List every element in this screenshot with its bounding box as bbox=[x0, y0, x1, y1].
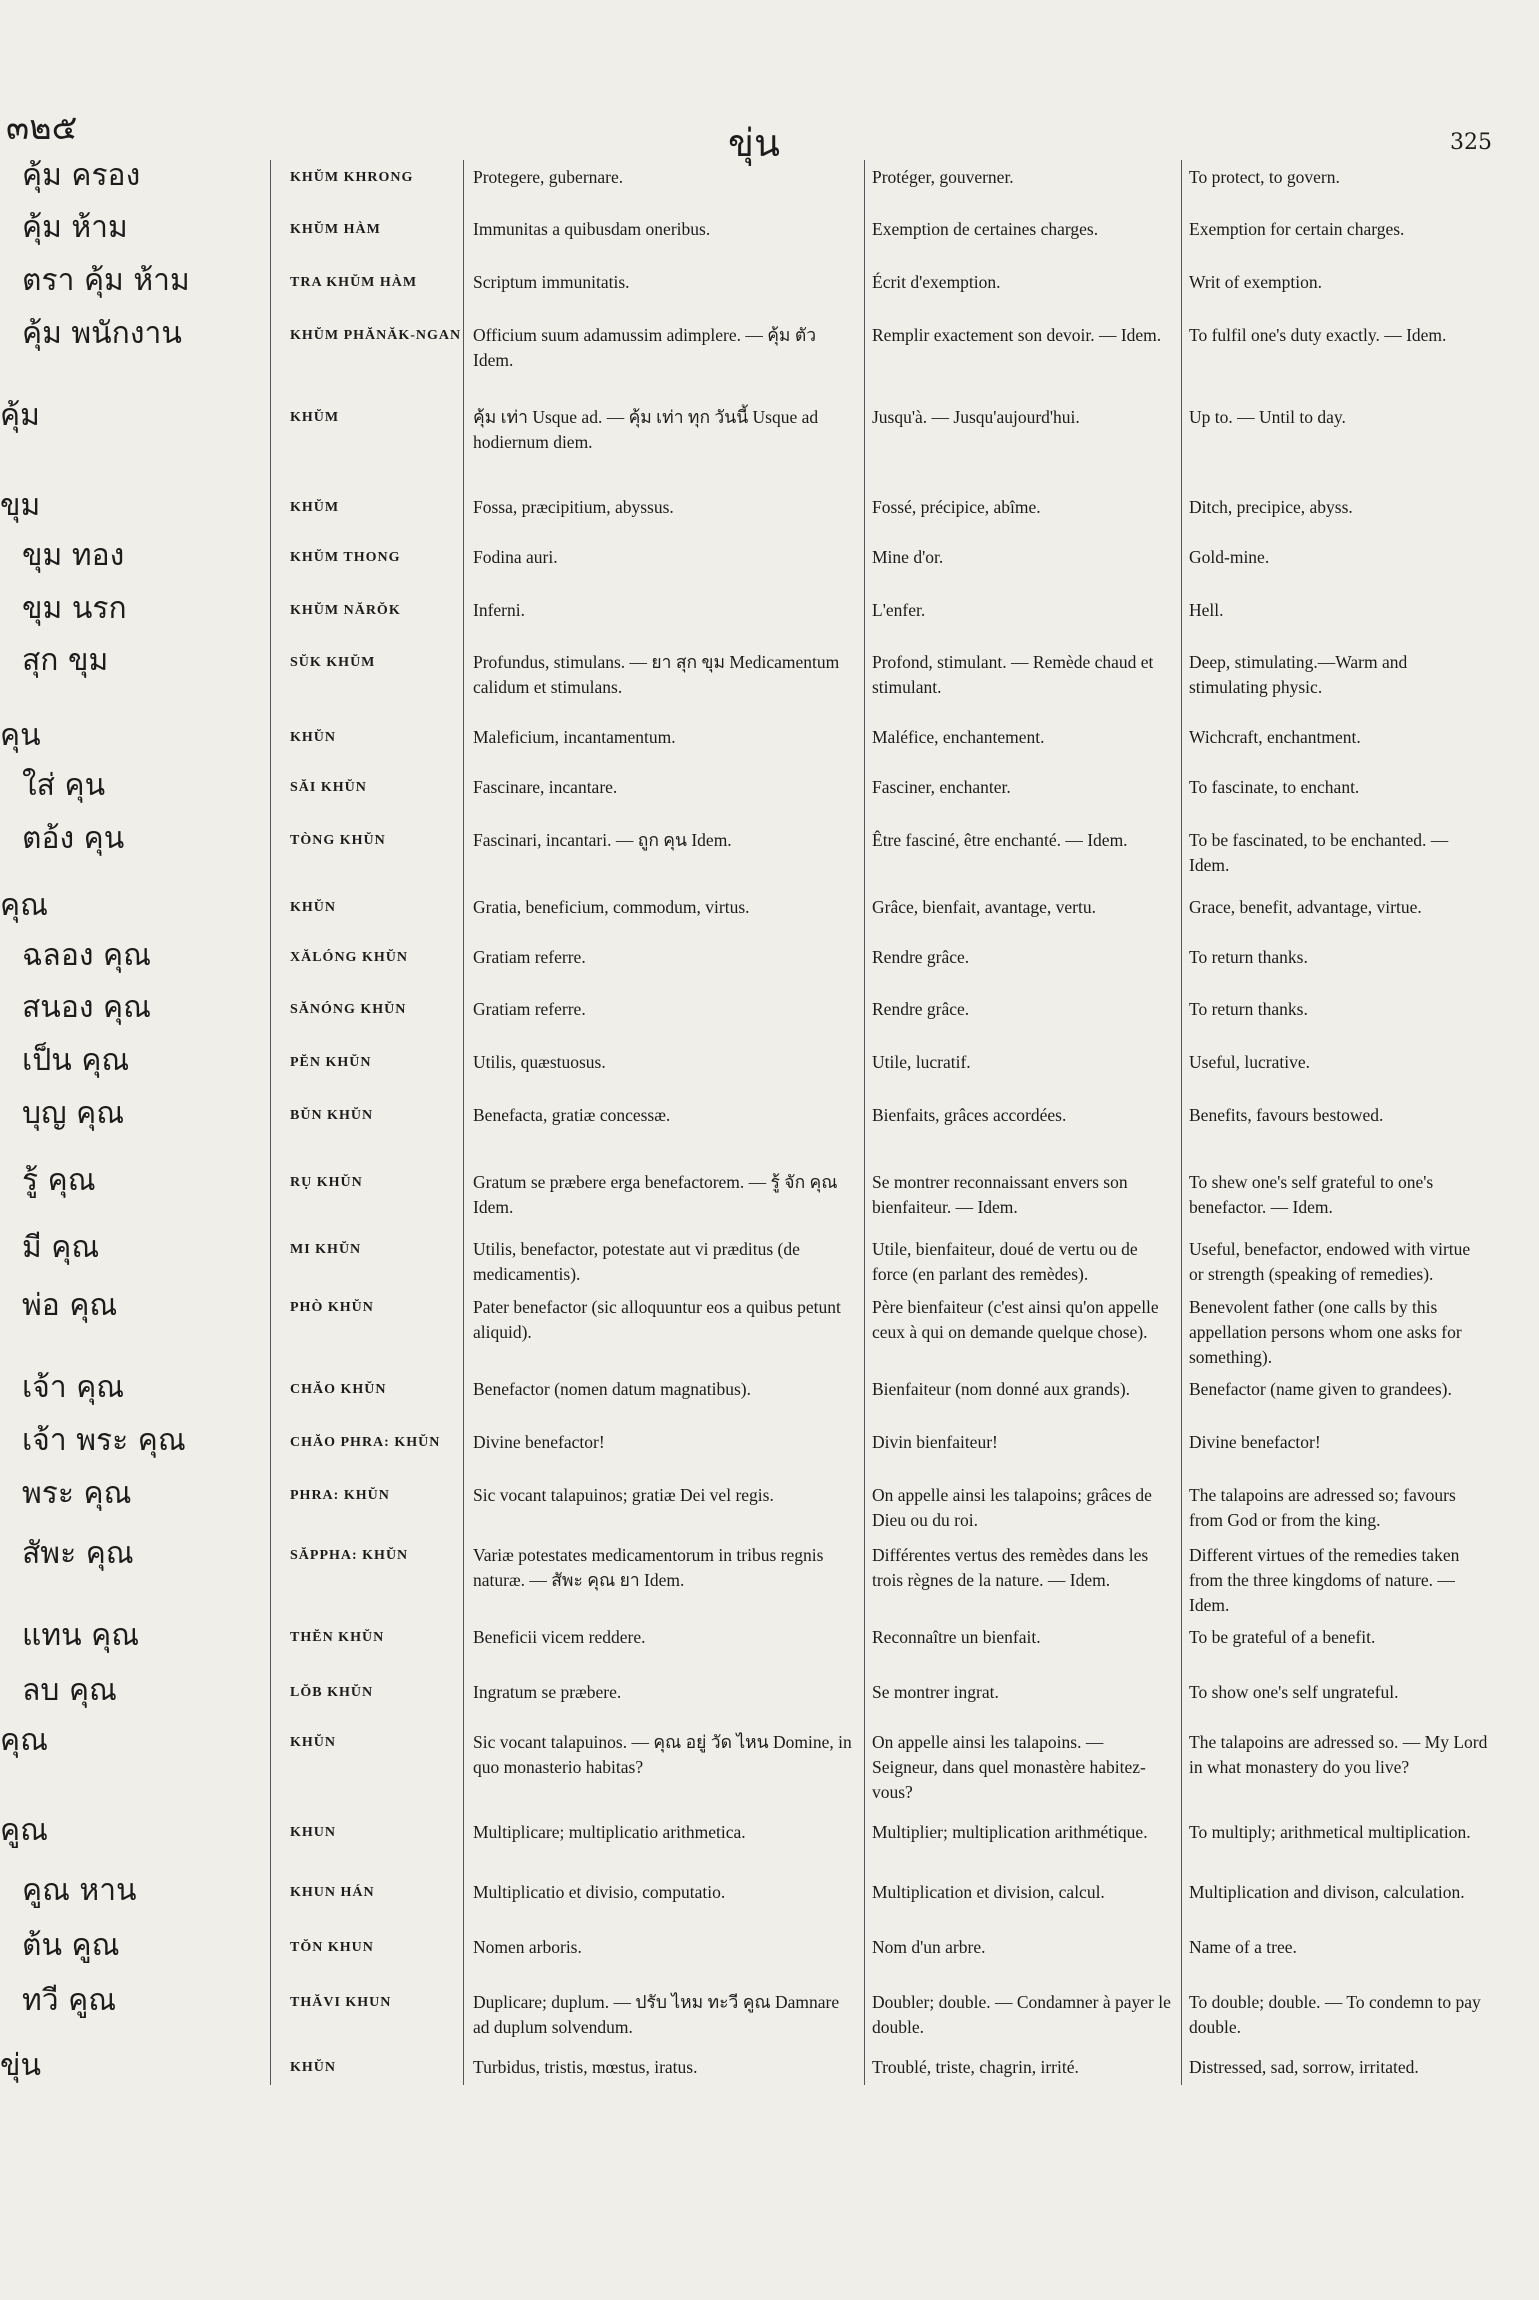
entry-english: The talapoins are adressed so. — My Lord in what monastery do you live? bbox=[1189, 1732, 1488, 1777]
entry-thai-word: คูณ หาน bbox=[22, 1873, 137, 1908]
entry-romanization: TŎN KHUN bbox=[290, 1940, 374, 1955]
entry-latin: Gratiam referre. bbox=[473, 947, 586, 967]
entry-french: Multiplication et division, calcul. bbox=[872, 1882, 1105, 1902]
entry-english: Writ of exemption. bbox=[1189, 272, 1322, 292]
entry-english: To fascinate, to enchant. bbox=[1189, 777, 1360, 797]
entry-latin: Divine benefactor! bbox=[473, 1432, 605, 1452]
entry-french: Bienfaiteur (nom donné aux grands). bbox=[872, 1379, 1131, 1399]
entry-romanization: SĂPPHA: KHŬN bbox=[290, 1548, 409, 1563]
entry-romanization: KHŬN bbox=[290, 2060, 336, 2075]
entry-french: Bienfaits, grâces accordées. bbox=[872, 1105, 1067, 1125]
entry-english: Useful, lucrative. bbox=[1189, 1052, 1310, 1072]
entry-french: Fossé, précipice, abîme. bbox=[872, 497, 1041, 517]
page-number: 325 bbox=[1450, 130, 1492, 155]
entry-thai-word: มี คุณ bbox=[22, 1230, 100, 1265]
entry-romanization: THĂVI KHUN bbox=[290, 1995, 392, 2010]
entry-english: To show one's self ungrateful. bbox=[1189, 1682, 1399, 1702]
page-number-thai: ๓๒๕ bbox=[6, 108, 78, 148]
entry-romanization: KHŬM THONG bbox=[290, 550, 401, 565]
column-rule bbox=[270, 160, 271, 2085]
entry-thai-word: เป็น คุณ bbox=[22, 1043, 130, 1078]
entry-english: Different virtues of the remedies taken from the three kingdoms of nature. — Idem. bbox=[1189, 1545, 1460, 1615]
entry-english: Divine benefactor! bbox=[1189, 1432, 1321, 1452]
entry-english: Ditch, precipice, abyss. bbox=[1189, 497, 1353, 517]
entry-romanization: PĔN KHŬN bbox=[290, 1055, 372, 1070]
entry-english: To shew one's self grateful to one's benefactor. — Idem. bbox=[1189, 1172, 1434, 1217]
entry-romanization: SŬK KHŬM bbox=[290, 655, 376, 670]
entry-french: Fasciner, enchanter. bbox=[872, 777, 1011, 797]
entry-thai-word: ตรา คุ้ม ห้าม bbox=[22, 263, 190, 298]
entry-romanization: KHŬN bbox=[290, 730, 336, 745]
entry-thai-word: คุ้ม bbox=[0, 398, 40, 433]
entry-latin: Gratum se præbere erga benefactorem. — รู้ จัก คุณ Idem. bbox=[473, 1172, 838, 1217]
entry-french: Multiplier; multiplication arithmétique. bbox=[872, 1822, 1148, 1842]
entry-latin: Duplicare; duplum. — ปรับ ไหม ทะวี คูณ Damnare ad duplum solvendum. bbox=[473, 1992, 840, 2037]
running-head-word: ขุ่น bbox=[728, 121, 780, 165]
entry-romanization: CHĂO KHŬN bbox=[290, 1382, 387, 1397]
entry-romanization: TRA KHŬM HÀM bbox=[290, 275, 418, 290]
entry-french: Rendre grâce. bbox=[872, 947, 970, 967]
entry-french: Jusqu'à. — Jusqu'aujourd'hui. bbox=[872, 407, 1080, 427]
entry-english: To be grateful of a benefit. bbox=[1189, 1627, 1376, 1647]
entry-thai-word: คูณ bbox=[0, 1813, 48, 1848]
entry-thai-word: สุก ขุม bbox=[22, 643, 109, 678]
entry-thai-word: ทวี คูณ bbox=[22, 1983, 117, 2018]
entry-thai-word: เจ้า พระ คุณ bbox=[22, 1423, 186, 1458]
entry-french: Remplir exactement son devoir. — Idem. bbox=[872, 325, 1162, 345]
entry-romanization: KHŬM NĂRŎK bbox=[290, 603, 401, 618]
entry-thai-word: คุ้ม ห้าม bbox=[22, 210, 128, 245]
entry-latin: Sic vocant talapuinos. — คุณ อยู่ วัด ไหน Domine, in quo monasterio habitas? bbox=[473, 1732, 852, 1777]
entry-latin: Gratia, beneficium, commodum, virtus. bbox=[473, 897, 750, 917]
entry-romanization: XĂLÓNG KHŬN bbox=[290, 950, 408, 965]
entry-thai-word: คุณ bbox=[0, 1723, 48, 1758]
entry-latin: Beneficii vicem reddere. bbox=[473, 1627, 646, 1647]
column-rule bbox=[864, 160, 865, 2085]
entry-latin: Officium suum adamussim adimplere. — คุ้ม ตัว Idem. bbox=[473, 325, 817, 370]
entry-thai-word: ฉลอง คุณ bbox=[22, 938, 151, 973]
entry-english: Benefactor (name given to grandees). bbox=[1189, 1379, 1452, 1399]
entry-english: Up to. — Until to day. bbox=[1189, 407, 1346, 427]
entry-thai-word: ลบ คุณ bbox=[22, 1673, 117, 1708]
entry-english: Wichcraft, enchantment. bbox=[1189, 727, 1361, 747]
entry-french: Reconnaître un bienfait. bbox=[872, 1627, 1041, 1647]
entry-english: To protect, to govern. bbox=[1189, 167, 1340, 187]
entry-english: To double; double. — To condemn to pay double. bbox=[1189, 1992, 1481, 2037]
entry-english: To be fascinated, to be enchanted. — Idem. bbox=[1189, 830, 1449, 875]
entry-french: Doubler; double. — Condamner à payer le double. bbox=[872, 1992, 1171, 2037]
entry-english: Name of a tree. bbox=[1189, 1937, 1297, 1957]
entry-english: To multiply; arithmetical multiplication. bbox=[1189, 1822, 1471, 1842]
entry-thai-word: คุ้ม พนักงาน bbox=[22, 316, 182, 351]
entry-romanization: SĂI KHŬN bbox=[290, 780, 367, 795]
entry-french: Protéger, gouverner. bbox=[872, 167, 1014, 187]
entry-latin: Fascinare, incantare. bbox=[473, 777, 618, 797]
entry-french: Grâce, bienfait, avantage, vertu. bbox=[872, 897, 1096, 917]
entry-latin: Fodina auri. bbox=[473, 547, 558, 567]
entry-english: Benefits, favours bestowed. bbox=[1189, 1105, 1384, 1125]
entry-latin: Scriptum immunitatis. bbox=[473, 272, 630, 292]
entry-french: Se montrer ingrat. bbox=[872, 1682, 999, 1702]
entry-romanization: SĂNÓNG KHŬN bbox=[290, 1002, 407, 1017]
entry-thai-word: สนอง คุณ bbox=[22, 990, 151, 1025]
entry-latin: Protegere, gubernare. bbox=[473, 167, 624, 187]
entry-thai-word: แทน คุณ bbox=[22, 1618, 140, 1653]
entry-french: Utile, bienfaiteur, doué de vertu ou de force (en parlant des remèdes). bbox=[872, 1239, 1138, 1284]
entry-french: Profond, stimulant. — Remède chaud et stimulant. bbox=[872, 652, 1154, 697]
entry-latin: Variæ potestates medicamentorum in tribus regnis naturæ. — สัพะ คุณ ยา Idem. bbox=[473, 1545, 824, 1590]
entry-romanization: KHUN bbox=[290, 1825, 336, 1840]
entry-latin: Profundus, stimulans. — ยา สุก ขุม Medicamentum calidum et stimulans. bbox=[473, 652, 840, 697]
entry-thai-word: พ่อ คุณ bbox=[22, 1288, 118, 1323]
entry-thai-word: เจ้า คุณ bbox=[22, 1370, 125, 1405]
entry-french: Se montrer reconnaissant envers son bienfaiteur. — Idem. bbox=[872, 1172, 1128, 1217]
entry-latin: คุ้ม เท่า Usque ad. — คุ้ม เท่า ทุก วันนี้ Usque ad hodiernum diem. bbox=[473, 407, 819, 452]
entry-latin: Sic vocant talapuinos; gratiæ Dei vel regis. bbox=[473, 1485, 774, 1505]
entry-english: Exemption for certain charges. bbox=[1189, 219, 1405, 239]
entry-thai-word: คุน bbox=[0, 718, 41, 753]
entry-romanization: KHŬM bbox=[290, 410, 340, 425]
entry-french: Divin bienfaiteur! bbox=[872, 1432, 998, 1452]
entry-romanization: MI KHŬN bbox=[290, 1242, 362, 1257]
entry-thai-word: ขุม ทอง bbox=[22, 538, 125, 573]
entry-latin: Benefacta, gratiæ concessæ. bbox=[473, 1105, 671, 1125]
entry-latin: Ingratum se præbere. bbox=[473, 1682, 622, 1702]
entry-latin: Utilis, quæstuosus. bbox=[473, 1052, 606, 1072]
entry-latin: Maleficium, incantamentum. bbox=[473, 727, 676, 747]
column-rule bbox=[1181, 160, 1182, 2085]
entry-latin: Turbidus, tristis, mœstus, iratus. bbox=[473, 2057, 698, 2077]
entry-french: L'enfer. bbox=[872, 600, 926, 620]
entry-romanization: BŬN KHŬN bbox=[290, 1108, 374, 1123]
entry-french: Rendre grâce. bbox=[872, 999, 970, 1019]
entry-latin: Multiplicare; multiplicatio arithmetica. bbox=[473, 1822, 746, 1842]
entry-thai-word: พระ คุณ bbox=[22, 1476, 132, 1511]
entry-latin: Nomen arboris. bbox=[473, 1937, 582, 1957]
entry-latin: Immunitas a quibusdam oneribus. bbox=[473, 219, 711, 239]
entry-english: Gold-mine. bbox=[1189, 547, 1270, 567]
entry-thai-word: รู้ คุณ bbox=[22, 1163, 96, 1198]
entry-latin: Fossa, præcipitium, abyssus. bbox=[473, 497, 674, 517]
entry-thai-word: สัพะ คุณ bbox=[22, 1536, 134, 1571]
entry-latin: Inferni. bbox=[473, 600, 525, 620]
entry-thai-word: ขุม นรก bbox=[22, 591, 127, 626]
entry-french: Nom d'un arbre. bbox=[872, 1937, 986, 1957]
entry-latin: Fascinari, incantari. — ถูก คุน Idem. bbox=[473, 830, 732, 850]
entry-thai-word: ใส่ คุน bbox=[22, 768, 106, 803]
column-rule bbox=[463, 160, 464, 2085]
entry-french: Utile, lucratif. bbox=[872, 1052, 971, 1072]
entry-thai-word: คุ้ม ครอง bbox=[22, 158, 141, 193]
entry-french: On appelle ainsi les talapoins; grâces de Dieu ou du roi. bbox=[872, 1485, 1152, 1530]
entry-romanization: RỤ KHŬN bbox=[290, 1175, 363, 1190]
entry-romanization: KHŬM bbox=[290, 500, 340, 515]
entry-romanization: LŎB KHŬN bbox=[290, 1685, 374, 1700]
entry-english: Deep, stimulating.—Warm and stimulating physic. bbox=[1189, 652, 1408, 697]
entry-french: Père bienfaiteur (c'est ainsi qu'on appelle ceux à qui on demande quelque chose). bbox=[872, 1297, 1159, 1342]
entry-english: Distressed, sad, sorrow, irritated. bbox=[1189, 2057, 1419, 2077]
entry-latin: Multiplicatio et divisio, computatio. bbox=[473, 1882, 726, 1902]
entry-thai-word: ต้น คูณ bbox=[22, 1928, 120, 1963]
entry-french: On appelle ainsi les talapoins. — Seigneur, dans quel monastère habitez-vous? bbox=[872, 1732, 1146, 1802]
entry-english: To return thanks. bbox=[1189, 947, 1308, 967]
entry-romanization: KHŬM HÀM bbox=[290, 222, 381, 237]
entry-latin: Gratiam referre. bbox=[473, 999, 586, 1019]
entry-romanization: CHĂO PHRA: KHŬN bbox=[290, 1435, 441, 1450]
entry-latin: Pater benefactor (sic alloquuntur eos a quibus petunt aliquid). bbox=[473, 1297, 841, 1342]
entry-english: To fulfil one's duty exactly. — Idem. bbox=[1189, 325, 1447, 345]
entry-english: Multiplication and divison, calculation. bbox=[1189, 1882, 1465, 1902]
entry-english: To return thanks. bbox=[1189, 999, 1308, 1019]
entry-thai-word: ขุ่น bbox=[0, 2048, 42, 2083]
entry-french: Troublé, triste, chagrin, irrité. bbox=[872, 2057, 1079, 2077]
entry-romanization: KHUN HÁN bbox=[290, 1885, 375, 1900]
entry-french: Exemption de certaines charges. bbox=[872, 219, 1099, 239]
entry-latin: Utilis, benefactor, potestate aut vi præditus (de medicamentis). bbox=[473, 1239, 800, 1284]
entry-english: Benevolent father (one calls by this appellation persons whom one asks for something). bbox=[1189, 1297, 1462, 1367]
entry-romanization: THĔN KHŬN bbox=[290, 1630, 385, 1645]
entry-romanization: PHÒ KHŬN bbox=[290, 1300, 374, 1315]
entry-romanization: TÒNG KHŬN bbox=[290, 833, 386, 848]
entry-french: Écrit d'exemption. bbox=[872, 272, 1001, 292]
entry-french: Différentes vertus des remèdes dans les trois règnes de la nature. — Idem. bbox=[872, 1545, 1149, 1590]
entry-romanization: PHRA: KHŬN bbox=[290, 1488, 390, 1503]
entry-english: Useful, benefactor, endowed with virtue or strength (speaking of remedies). bbox=[1189, 1239, 1471, 1284]
entry-thai-word: บุญ คุณ bbox=[22, 1096, 125, 1131]
entry-thai-word: ตอ้ง คุน bbox=[22, 821, 125, 856]
entry-french: Être fasciné, être enchanté. — Idem. bbox=[872, 830, 1128, 850]
entry-french: Maléfice, enchantement. bbox=[872, 727, 1045, 747]
entry-romanization: KHŬN bbox=[290, 900, 336, 915]
entry-romanization: KHŬN bbox=[290, 1735, 336, 1750]
entry-romanization: KHŬM KHRONG bbox=[290, 170, 414, 185]
entry-english: Grace, benefit, advantage, virtue. bbox=[1189, 897, 1422, 917]
entry-thai-word: ขุม bbox=[0, 488, 41, 523]
entry-french: Mine d'or. bbox=[872, 547, 944, 567]
entry-english: Hell. bbox=[1189, 600, 1224, 620]
entry-english: The talapoins are adressed so; favours from God or from the king. bbox=[1189, 1485, 1456, 1530]
entry-romanization: KHŬM PHĂNĂK-NGAN bbox=[290, 328, 462, 343]
entry-latin: Benefactor (nomen datum magnatibus). bbox=[473, 1379, 751, 1399]
entry-thai-word: คุณ bbox=[0, 888, 48, 923]
